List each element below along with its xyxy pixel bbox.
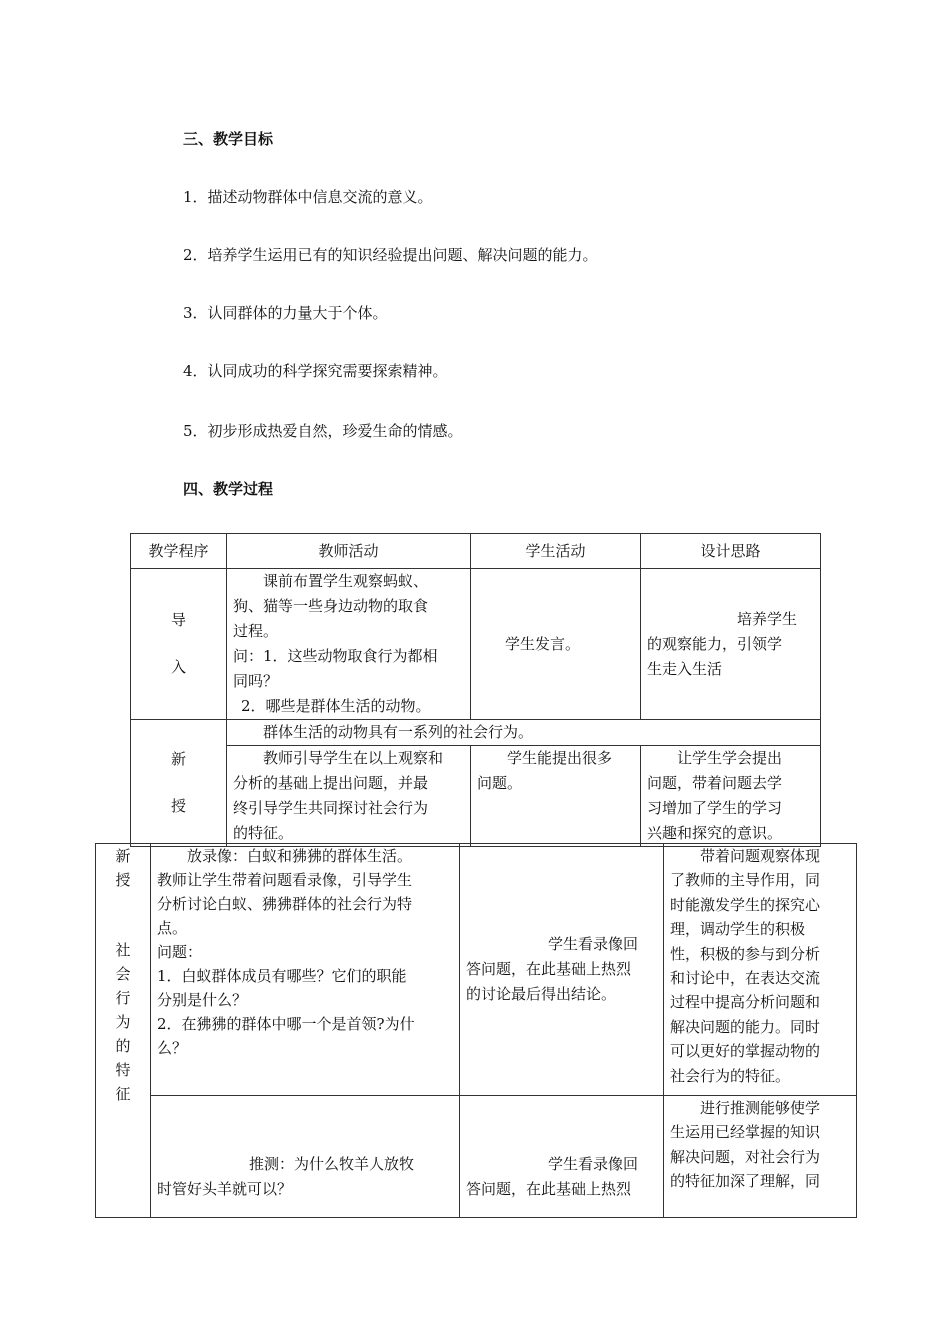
cell-line: 问题： — [157, 943, 203, 961]
stage-char: 新 — [115, 847, 131, 865]
cell-line: 2．哪些是群体生活的动物。 — [241, 697, 431, 715]
stage-char: 新 — [170, 750, 186, 768]
cell-line: 同吗？ — [233, 672, 279, 690]
cell-line: 2．在狒狒的群体中哪一个是首领?为什 — [157, 1015, 415, 1033]
cell-line: 学生能提出很多 — [507, 749, 613, 767]
table-row-new — [131, 746, 821, 847]
cell-line: 性，积极的参与到分析 — [670, 944, 821, 963]
process-table-1 — [130, 533, 821, 847]
cell-line: 的讨论最后得出结论。 — [466, 985, 617, 1003]
span-text: 群体生活的动物具有一系列的社会行为。 — [227, 720, 821, 746]
cell-line: 点。 — [157, 919, 188, 937]
stage-char: 授 — [170, 797, 186, 815]
cell-line: 放录像：白蚁和狒狒的群体生活。 — [187, 847, 413, 865]
objective-item: 2．培养学生运用已有的知识经验提出问题、解决问题的能力。 — [183, 246, 598, 264]
table-row-inference — [96, 1096, 857, 1218]
stage-char: 征 — [115, 1085, 131, 1103]
cell-line: 分析的基础上提出问题，并最 — [233, 774, 429, 792]
cell-line: 兴趣和探究的意识。 — [647, 824, 783, 842]
table-header-row — [131, 534, 821, 569]
cell-line: 答问题，在此基础上热烈 — [466, 960, 632, 978]
cell-line: 课前布置学生观察蚂蚁、 — [263, 572, 429, 590]
cell-line: 的特征。 — [233, 824, 294, 842]
header-student: 学生活动 — [471, 534, 641, 569]
stage-char: 行 — [115, 989, 131, 1007]
cell-line: 生走入生活 — [647, 659, 723, 678]
stage-intro — [131, 569, 227, 720]
cell-line: 么？ — [157, 1039, 188, 1057]
table-row-intro — [131, 569, 821, 720]
objective-item: 4．认同成功的科学探究需要探索精神。 — [183, 362, 448, 380]
cell-line: 解决问题的能力。同时 — [670, 1017, 821, 1036]
stage-char: 导 — [170, 611, 186, 629]
cell-line: 可以更好的掌握动物的 — [670, 1042, 821, 1061]
section3-heading: 三、教学目标 — [183, 130, 274, 148]
objective-item: 3．认同群体的力量大于个体。 — [183, 304, 388, 322]
cell-line: 问题。 — [477, 774, 523, 792]
cell-line: 进行推测能够使学 — [700, 1099, 821, 1117]
cell-line: 狗、猫等一些身边动物的取食 — [233, 597, 429, 615]
objective-item: 1．描述动物群体中信息交流的意义。 — [183, 188, 433, 206]
cell-line: 教师让学生带着问题看录像，引导学生 — [157, 871, 413, 889]
student-activity-inference — [460, 1096, 664, 1218]
cell-line: 学生看录像回 — [548, 1155, 639, 1173]
stage-char: 入 — [170, 658, 186, 676]
stage-new — [131, 720, 227, 847]
cell-line: 理，调动学生的积极 — [670, 920, 806, 939]
cell-line: 时能激发学生的探究心 — [670, 895, 821, 914]
teacher-activity-new — [227, 746, 471, 847]
cell-line: 分别是什么？ — [157, 991, 248, 1009]
stage-char: 特 — [115, 1061, 131, 1079]
objective-item: 5．初步形成热爱自然，珍爱生命的情感。 — [183, 422, 463, 440]
design-intro — [641, 569, 821, 720]
cell-line: 解决问题，对社会行为 — [670, 1147, 821, 1166]
header-design: 设计思路 — [641, 534, 821, 569]
student-activity-intro: 学生发言。 — [471, 569, 641, 720]
student-activity-video — [460, 844, 664, 1096]
cell-line: 过程中提高分析问题和 — [670, 993, 821, 1012]
cell-line: 培养学生 — [737, 609, 798, 628]
stage-char: 社 — [115, 941, 131, 959]
cell-line: 分析讨论白蚁、狒狒群体的社会行为特 — [157, 895, 413, 913]
cell-line: 教师引导学生在以上观察和 — [263, 749, 444, 767]
cell-line: 和讨论中，在表达交流 — [670, 969, 821, 988]
table-row-video — [96, 844, 857, 1096]
design-video — [664, 844, 857, 1096]
table-row-new-span — [131, 720, 821, 746]
stage-char: 的 — [115, 1037, 131, 1055]
cell-line: 问题，带着问题去学 — [647, 774, 783, 792]
teacher-activity-intro — [227, 569, 471, 720]
cell-line: 了教师的主导作用，同 — [670, 871, 821, 890]
cell-line: 让学生学会提出 — [677, 749, 783, 767]
stage-char: 为 — [115, 1013, 131, 1031]
cell-line: 问：1．这些动物取食行为都相 — [233, 647, 438, 665]
cell-line: 推测：为什么牧羊人放牧 — [249, 1155, 415, 1173]
teacher-activity-inference — [151, 1096, 460, 1218]
header-teacher: 教师活动 — [227, 534, 471, 569]
cell-line: 社会行为的特征。 — [670, 1066, 791, 1085]
stage-social-behavior — [96, 844, 151, 1218]
teacher-activity-video — [151, 844, 460, 1096]
cell-line: 的特征加深了理解，同 — [670, 1172, 821, 1191]
cell-line: 生运用已经掌握的知识 — [670, 1123, 821, 1142]
cell-line: 学生看录像回 — [548, 935, 639, 953]
header-stage: 教学程序 — [131, 534, 227, 569]
cell-line: 习增加了学生的学习 — [647, 799, 783, 817]
stage-char: 会 — [115, 965, 131, 983]
section4-heading: 四、教学过程 — [183, 480, 274, 498]
cell-line: 终引导学生共同探讨社会行为 — [233, 799, 429, 817]
stage-char: 授 — [115, 871, 131, 889]
design-inference — [664, 1096, 857, 1218]
student-activity-new — [471, 746, 641, 847]
process-table-2 — [95, 843, 857, 1218]
cell-line: 过程。 — [233, 622, 279, 640]
cell-line: 答问题，在此基础上热烈 — [466, 1180, 632, 1198]
design-new — [641, 746, 821, 847]
cell-line: 带着问题观察体现 — [700, 847, 821, 865]
cell-line: 的观察能力，引领学 — [647, 634, 783, 653]
cell-line: 1．白蚁群体成员有哪些？它们的职能 — [157, 967, 407, 985]
cell-line: 时管好头羊就可以？ — [157, 1180, 293, 1198]
